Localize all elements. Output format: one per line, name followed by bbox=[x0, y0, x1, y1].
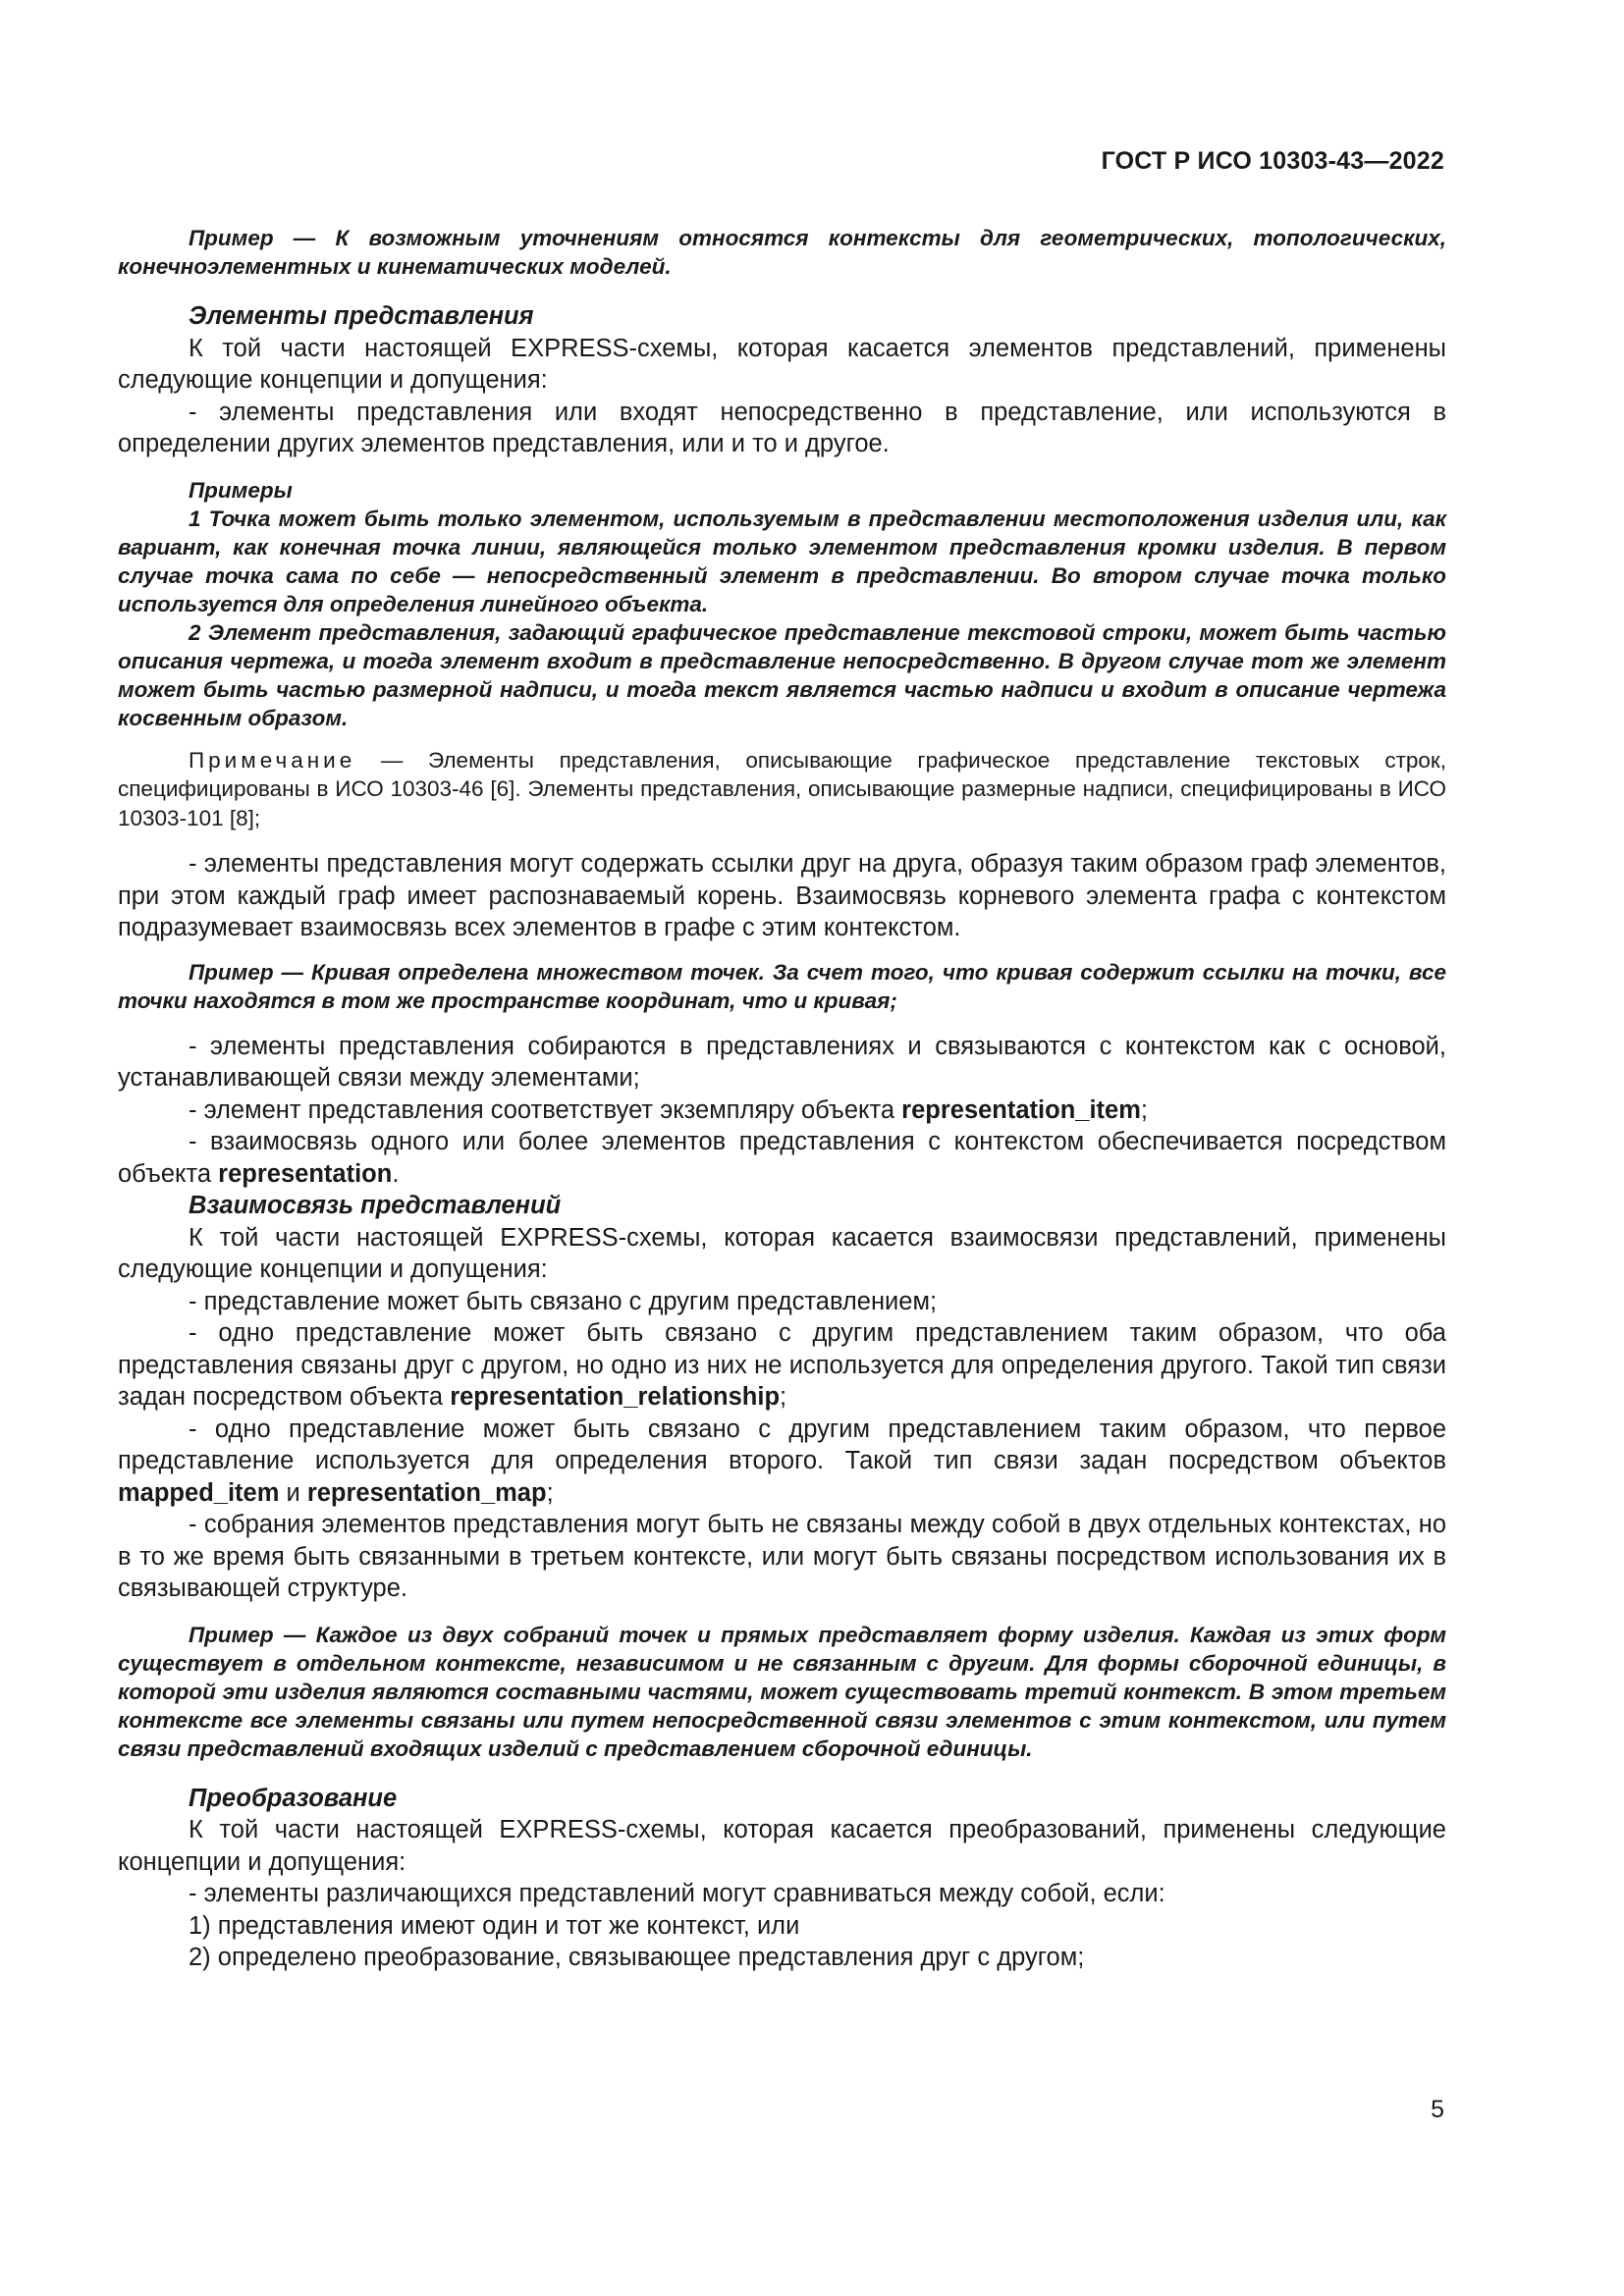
paragraph-text: . bbox=[392, 1159, 400, 1188]
paragraph-text: 1 Точка может быть только элементом, используемым в представлении местоположения изделия или, как вариант, как конечная точка линии, являющейся только элементом представления кромки изделия. В первом случае точка сама по себе — непосредственный элемент в представлении. Во втором случае точка только используется для определения линейного объекта. bbox=[118, 506, 1446, 616]
paragraph-5 bbox=[118, 476, 1446, 505]
paragraph-text: - одно представление может быть связано с другим представлением таким образом, что первое представление используется для определения второго. Такой тип связи задан посредством объектов bbox=[118, 1415, 1446, 1474]
paragraph-text: Элементы представления bbox=[189, 302, 534, 330]
paragraph-text: - элемент представления соответствует экземпляру объекта bbox=[189, 1095, 902, 1124]
paragraph-2 bbox=[118, 300, 1446, 333]
entity-name: mapped_item bbox=[118, 1478, 280, 1507]
paragraph-text: - элементы представления могут содержать ссылки друг на друга, образуя таким образом граф элементов, при этом каждый граф имеет распознаваемый корень. Взаимосвязь корневого элемента графа с контекстом подразумевает взаимосвязь всех элементов в графе с этим контекстом. bbox=[118, 850, 1446, 941]
paragraph-6 bbox=[118, 505, 1446, 618]
paragraph-text: Примеры bbox=[189, 477, 293, 503]
paragraph-text: Пример — К возможным уточнениям относятся контексты для геометрических, топологических, конечноэлементных и кинематических моделей. bbox=[118, 226, 1446, 279]
paragraph-1 bbox=[118, 224, 1446, 281]
paragraph-15 bbox=[118, 1222, 1446, 1286]
paragraph-text: Взаимосвязь представлений bbox=[189, 1192, 562, 1219]
paragraph-7 bbox=[118, 618, 1446, 732]
paragraph-3 bbox=[118, 333, 1446, 397]
paragraph-14 bbox=[118, 1190, 1446, 1222]
paragraph-text: 2) определено преобразование, связывающее представления друг с другом; bbox=[189, 1944, 1085, 1971]
paragraph-11 bbox=[118, 1031, 1446, 1095]
paragraph-19 bbox=[118, 1509, 1446, 1605]
paragraph-text: Пример — Кривая определена множеством точек. За счет того, что кривая содержит ссылки на точки, все точки находятся в том же пространстве координат, что и кривая; bbox=[118, 959, 1446, 1013]
paragraph-text: Преобразование bbox=[189, 1784, 398, 1812]
page-number: 5 bbox=[1431, 2096, 1444, 2123]
entity-name: representation_item bbox=[901, 1095, 1141, 1124]
paragraph-22 bbox=[118, 1814, 1446, 1878]
paragraph-4 bbox=[118, 397, 1446, 460]
paragraph-text: Пример — Каждое из двух собраний точек и прямых представляет форму изделия. Каждая из этих форм существует в отдельном контексте, независимом и не связанным с другим. Для формы сборочной единицы, в которой эти изделия являются составными частями, может существовать третий контекст. В этом третьем контексте все элементы связаны или путем непосредственной связи элементов с этим контекстом, или путем связи представлений входящих изделий с представлением сборочной единицы. bbox=[118, 1622, 1446, 1761]
paragraph-text: - элементы различающихся представлений могут сравниваться между собой, если: bbox=[189, 1880, 1165, 1907]
paragraph-18 bbox=[118, 1414, 1446, 1510]
paragraph-text: 2 Элемент представления, задающий графическое представление текстовой строки, может быть частью описания чертежа, и тогда элемент входит в представление непосредственно. В другом случае тот же элемент может быть частью размерной надписи, и тогда текст является частью надписи и входит в описание чертежа косвенным образом. bbox=[118, 619, 1446, 730]
paragraph-text: К той части настоящей EXPRESS-схемы, которая касается преобразований, применены следующие концепции и допущения: bbox=[118, 1816, 1446, 1876]
paragraph-text: К той части настоящей EXPRESS-схемы, которая касается взаимосвязи представлений, применены следующие концепции и допущения: bbox=[118, 1223, 1446, 1283]
paragraph-23 bbox=[118, 1878, 1446, 1910]
paragraph-text: - одно представление может быть связано с другим представлением таким образом, что оба представления связаны друг с другом, но одно из них не используется для определения другого. Такой тип связи задан посредством объекта bbox=[118, 1319, 1446, 1411]
paragraph-text: и bbox=[279, 1478, 307, 1507]
paragraph-12 bbox=[118, 1095, 1446, 1127]
paragraph-17 bbox=[118, 1317, 1446, 1414]
paragraph-text: К той части настоящей EXPRESS-схемы, которая касается элементов представлений, применены следующие концепции и допущения: bbox=[118, 334, 1446, 394]
entity-name: representation bbox=[218, 1159, 393, 1188]
paragraph-13 bbox=[118, 1126, 1446, 1190]
paragraph-8 bbox=[118, 746, 1446, 833]
paragraph-20 bbox=[118, 1621, 1446, 1763]
paragraph-text: - собрания элементов представления могут быть не связаны между собой в двух отдельных контекстах, но в то же время быть связанными в третьем контексте, или могут быть связаны посредством использования их в связывающей структуре. bbox=[118, 1511, 1446, 1602]
paragraph-text: - элементы представления или входят непосредственно в представление, или используются в определении других элементов представления, или и то и другое. bbox=[118, 398, 1446, 457]
paragraph-text: ; bbox=[1140, 1095, 1148, 1124]
paragraph-9 bbox=[118, 848, 1446, 944]
note-label: Примечание bbox=[189, 747, 356, 773]
paragraph-text: ; bbox=[780, 1383, 787, 1411]
paragraph-25 bbox=[118, 1942, 1446, 1974]
entity-name: representation_map bbox=[306, 1478, 547, 1507]
page-content bbox=[118, 224, 1446, 1974]
paragraph-21 bbox=[118, 1783, 1446, 1815]
standard-header: ГОСТ Р ИСО 10303-43—2022 bbox=[1101, 147, 1444, 175]
paragraph-24 bbox=[118, 1910, 1446, 1943]
paragraph-text: ; bbox=[546, 1478, 554, 1507]
paragraph-text: - элементы представления собираются в представлениях и связываются с контекстом как с основой, устанавливающей связи между элементами; bbox=[118, 1032, 1446, 1092]
paragraph-text: - представление может быть связано с другим представлением; bbox=[189, 1287, 938, 1315]
paragraph-text: 1) представления имеют один и тот же контекст, или bbox=[189, 1911, 800, 1940]
paragraph-10 bbox=[118, 958, 1446, 1015]
paragraph-text: - взаимосвязь одного или более элементов представления с контекстом обеспечивается посредством объекта bbox=[118, 1128, 1446, 1188]
paragraph-text: — Элементы представления, описывающие графическое представление текстовых строк, специфицированы в ИСО 10303-46 [6]. Элементы представления, описывающие размерные надписи, специфицированы в ИСО 10303-101 [8]; bbox=[118, 747, 1446, 830]
paragraph-16 bbox=[118, 1286, 1446, 1318]
entity-name: representation_relationship bbox=[450, 1383, 781, 1411]
